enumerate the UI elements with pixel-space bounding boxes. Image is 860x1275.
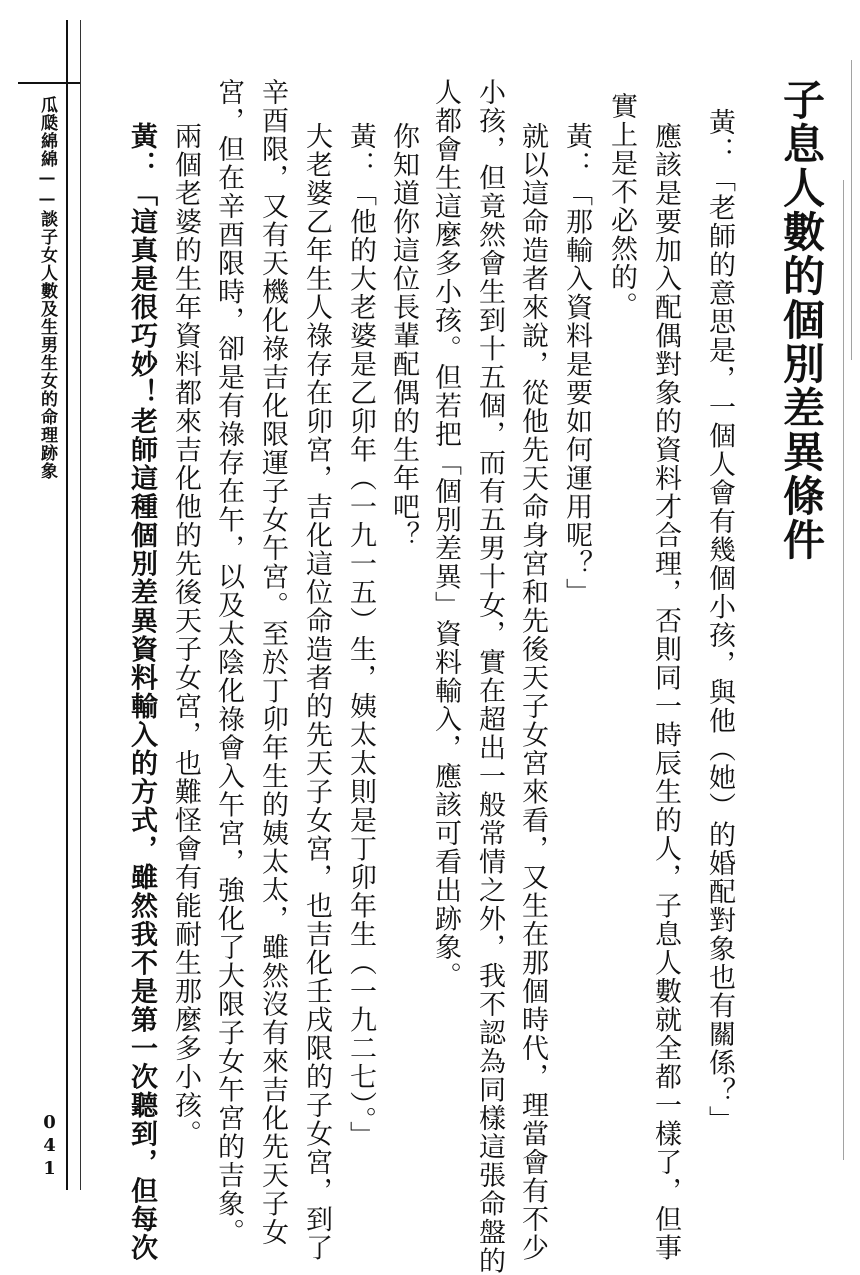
text-column-4: 黃：「那輸入資料是要如何運用呢？」 [561, 122, 592, 607]
text-column-7: 人都會生這麼多小孩。但若把「個別差異」資料輸入，應該可看出跡象。 [430, 78, 461, 990]
page-number: 041 [39, 1112, 60, 1181]
margin-rule-inner [80, 20, 81, 1190]
margin-rule-outer [66, 20, 68, 1190]
text-column-9: 黃：「他的大老婆是乙卯年（一九一五）生，姨太太則是丁卯年生（一九二七）。」 [345, 122, 376, 1150]
text-column-1: 黃：「老師的意思是，一個人會有幾個小孩，與他（她）的婚配對象也有關係？」 [704, 108, 735, 1134]
text-column-8: 你知道你這位長輩配偶的生年吧？ [388, 122, 419, 550]
running-title: 瓜瓞綿綿——談子女人數及生男生女的命理跡象 [37, 96, 57, 480]
header-rule [18, 82, 80, 84]
text-column-11: 辛酉限，又有天機化祿吉化限運子女午宮。至於丁卯年生的姨太太，雖然沒有來吉化先天子女 [257, 78, 288, 1247]
text-column-13: 兩個老婆的生年資料都來吉化他的先後天子女宮，也難怪會有能耐生那麼多小孩。 [170, 122, 201, 1148]
text-column-14: 黃：「這真是很巧妙！老師這種個別差異資料輸入的方式，雖然我不是第一次聽到，但每次 [126, 122, 157, 1262]
text-column-6: 小孩，但竟然會生到十五個，而有五男十女，實在超出一般常情之外，我不認為同樣這張命盤的 [474, 78, 505, 1275]
text-column-10: 大老婆乙年生人祿存在卯宮，吉化這位命造者的先天子女宮，也吉化壬戌限的子女宮，到了 [301, 122, 332, 1262]
scan-edge-line [843, 180, 844, 1160]
page-title: 子息人數的個別差異條件 [777, 78, 826, 562]
text-column-2: 應該是要加入配偶對象的資料才合理，否則同一時辰生的人，子息人數就全都一樣了，但事 [650, 122, 681, 1262]
text-column-3: 實上是不必然的。 [606, 92, 637, 320]
text-column-12: 宮，但在辛酉限時，卻是有祿存在午，以及太陰化祿會入午宮，強化了大限子女午宮的吉象。 [213, 78, 244, 1247]
text-column-5: 就以這命造者來說，從他先天命身宮和先後天子女宮來看，又生在那個時代，理當會有不少 [517, 122, 548, 1262]
scan-edge-line-2 [851, 60, 852, 360]
